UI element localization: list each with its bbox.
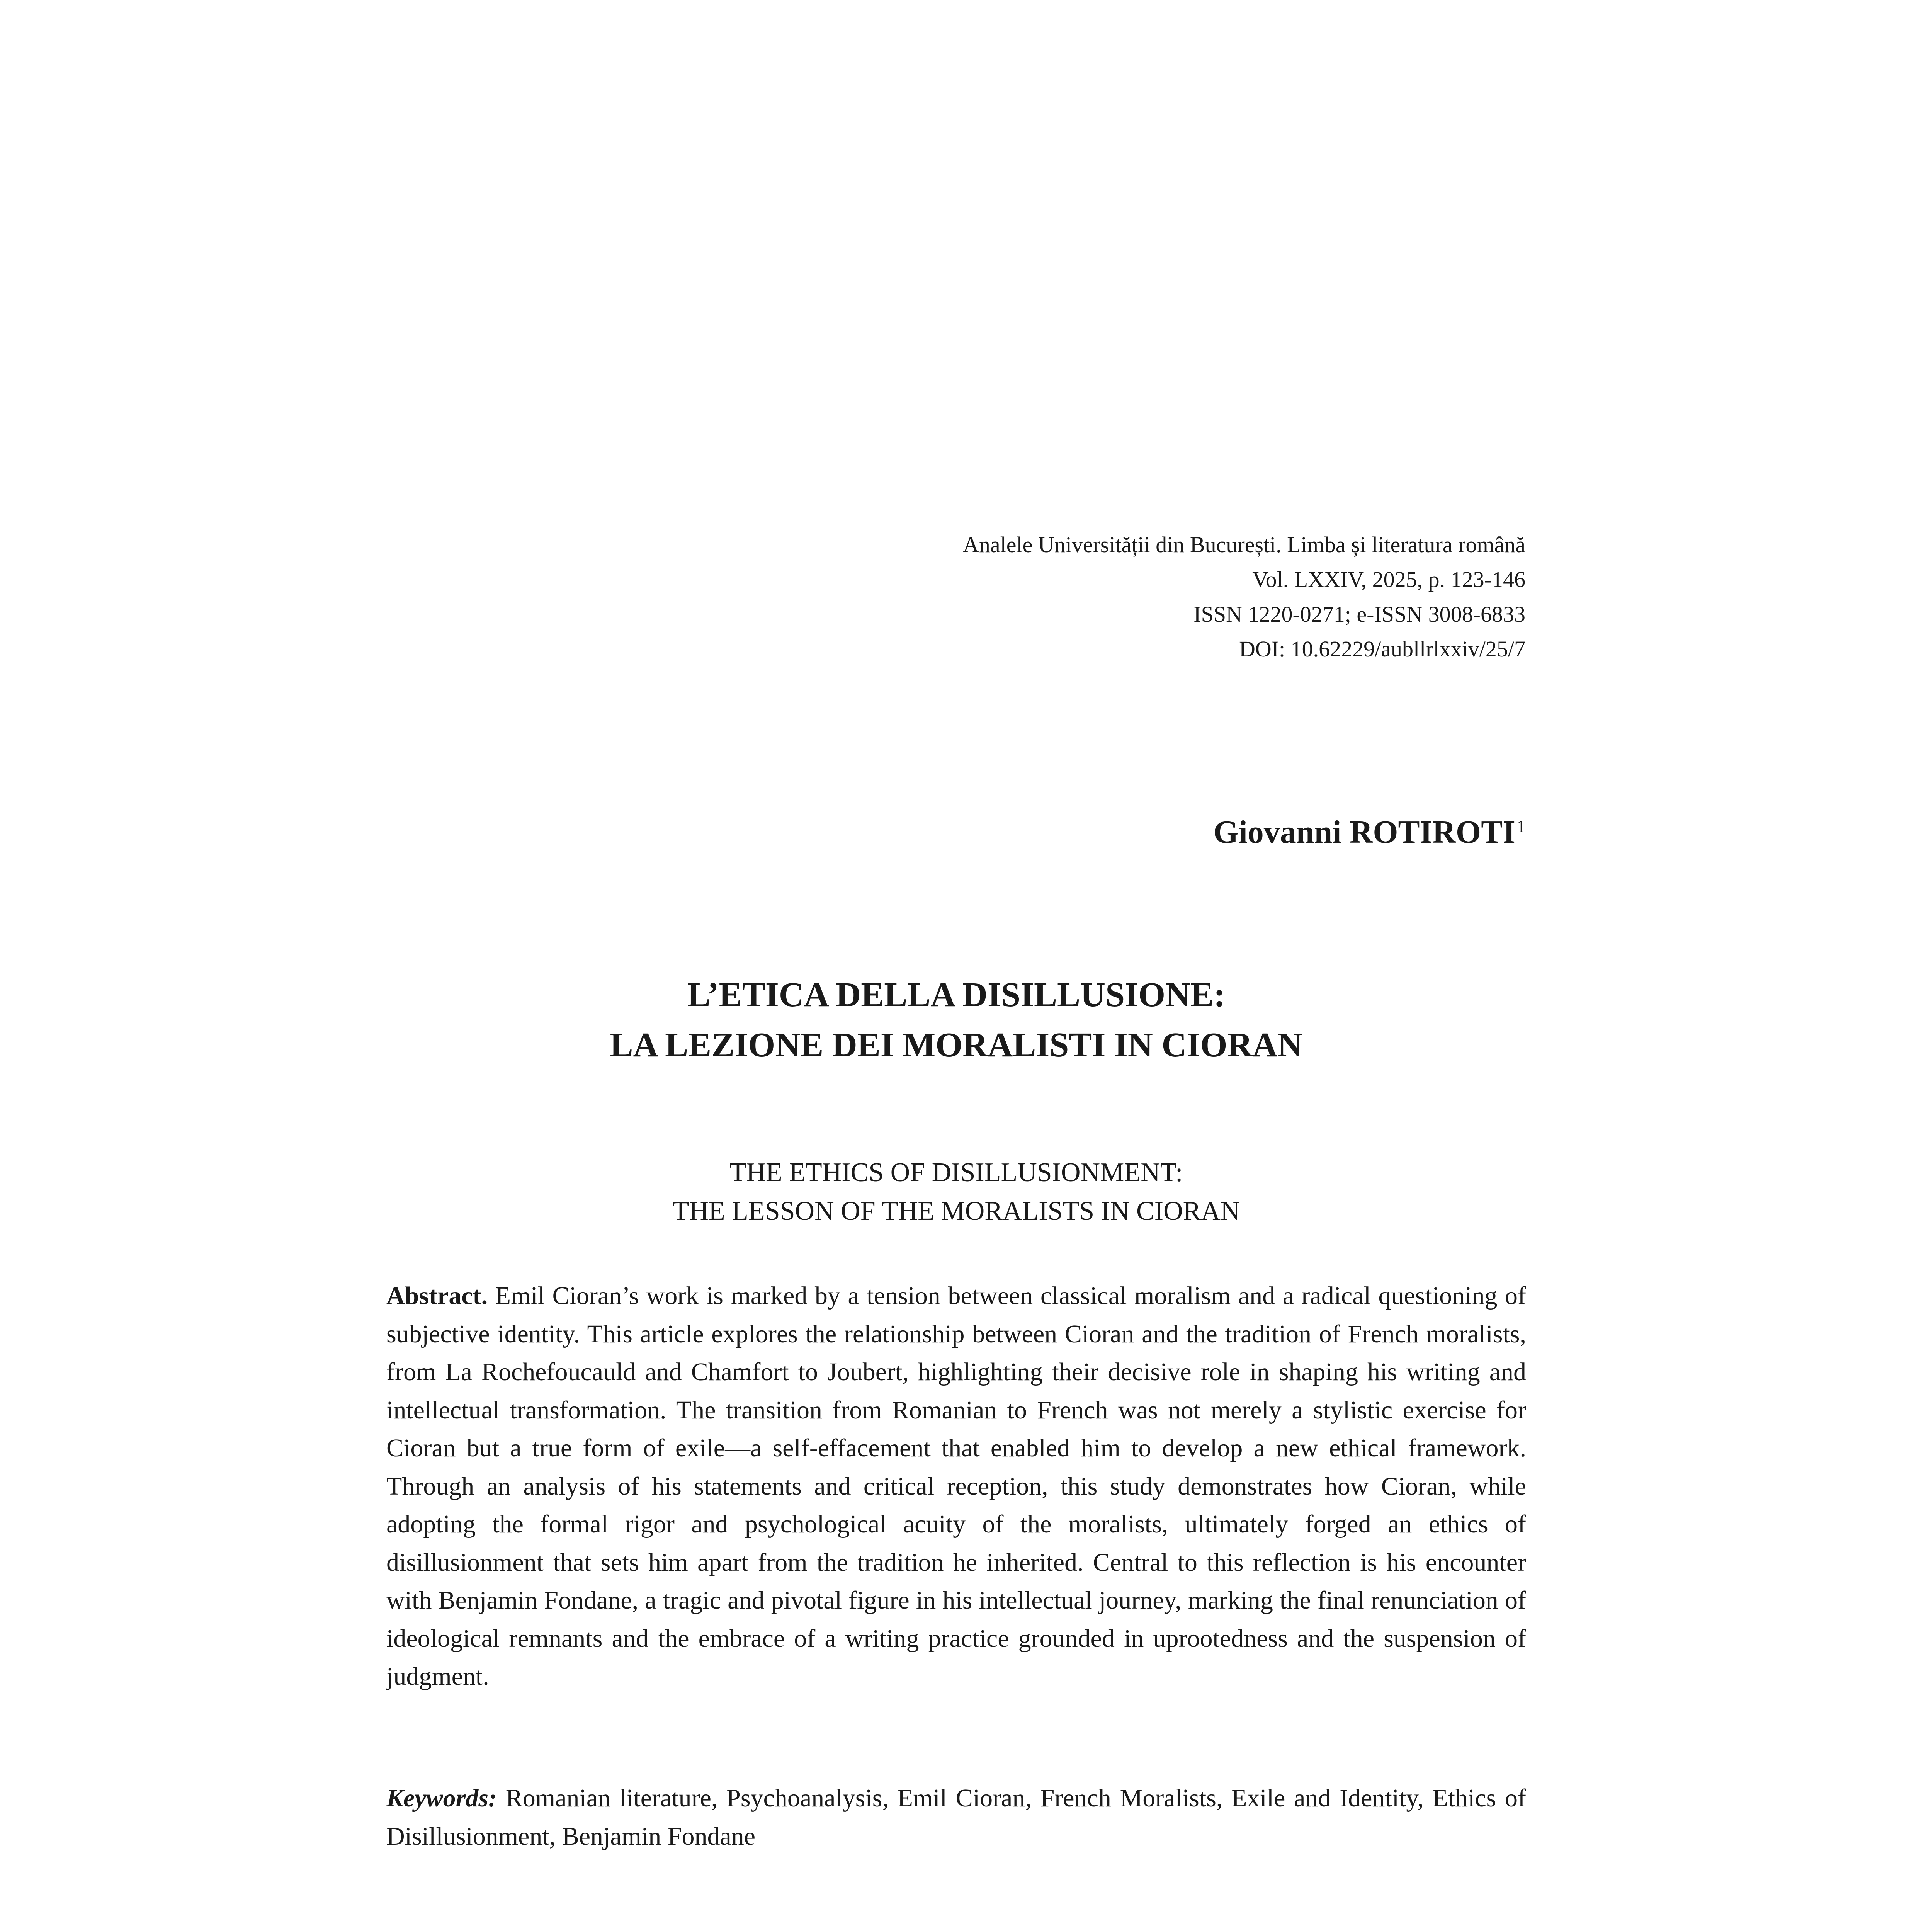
journal-header <box>675 527 1525 667</box>
title-en-line-2: THE LESSON OF THE MORALISTS IN CIORAN <box>672 1196 1240 1226</box>
keywords-label: Keywords: <box>386 1784 497 1812</box>
keywords-text: Romanian literature, Psychoanalysis, Emil Cioran, French Moralists, Exile and Identity, Ethics of Disillusionment, Benjamin Fondane <box>386 1784 1527 1850</box>
title-it-line-1: L’ETICA DELLA DISILLUSIONE: <box>687 976 1226 1014</box>
author-name <box>1213 813 1525 851</box>
article-title-english <box>386 1153 1526 1231</box>
abstract-text: Emil Cioran’s work is marked by a tension between classical moralism and a radical questioning of subjective identity. This article explores the relationship between Cioran and the tradition of French moralists, from La Rochefoucauld and Chamfort to Joubert, highlighting their decisive role in shaping his writing and intellectual transformation. The transition from Romanian to French was not merely a stylistic exercise for Cioran but a true form of exile—a self-effacement that enabled him to develop a new ethical framework. Through an analysis of his statements and critical reception, this study demonstrates how Cioran, while adopting the formal rigor and psychological acuity of the moralists, ultimately forged an ethics of disillusionment that sets him apart from the tradition he inherited. Central to this reflection is his encounter with Benjamin Fondane, a tragic and pivotal figure in his intellectual journey, marking the final renunciation of ideological remnants and the embrace of a writing practice grounded in uprootedness and the suspension of judgment. <box>386 1282 1527 1690</box>
abstract <box>386 1277 1526 1696</box>
author-footnote-marker: 1 <box>1517 817 1525 836</box>
abstract-label: Abstract. <box>386 1282 488 1310</box>
journal-title: Analele Universității din București. Limba și literatura română <box>962 532 1525 557</box>
journal-volume: Vol. LXXIV, 2025, p. 123-146 <box>1252 567 1525 592</box>
article-title-italian <box>386 970 1526 1070</box>
journal-issn: ISSN 1220-0271; e-ISSN 3008-6833 <box>1193 602 1525 627</box>
journal-doi: DOI: 10.62229/aubllrlxxiv/25/7 <box>1239 636 1525 662</box>
title-it-line-2: LA LEZIONE DEI MORALISTI IN CIORAN <box>610 1026 1303 1064</box>
title-en-line-1: THE ETHICS OF DISILLUSIONMENT: <box>729 1158 1183 1187</box>
keywords <box>386 1779 1526 1855</box>
author-name-text: Giovanni ROTIROTI <box>1213 814 1515 850</box>
